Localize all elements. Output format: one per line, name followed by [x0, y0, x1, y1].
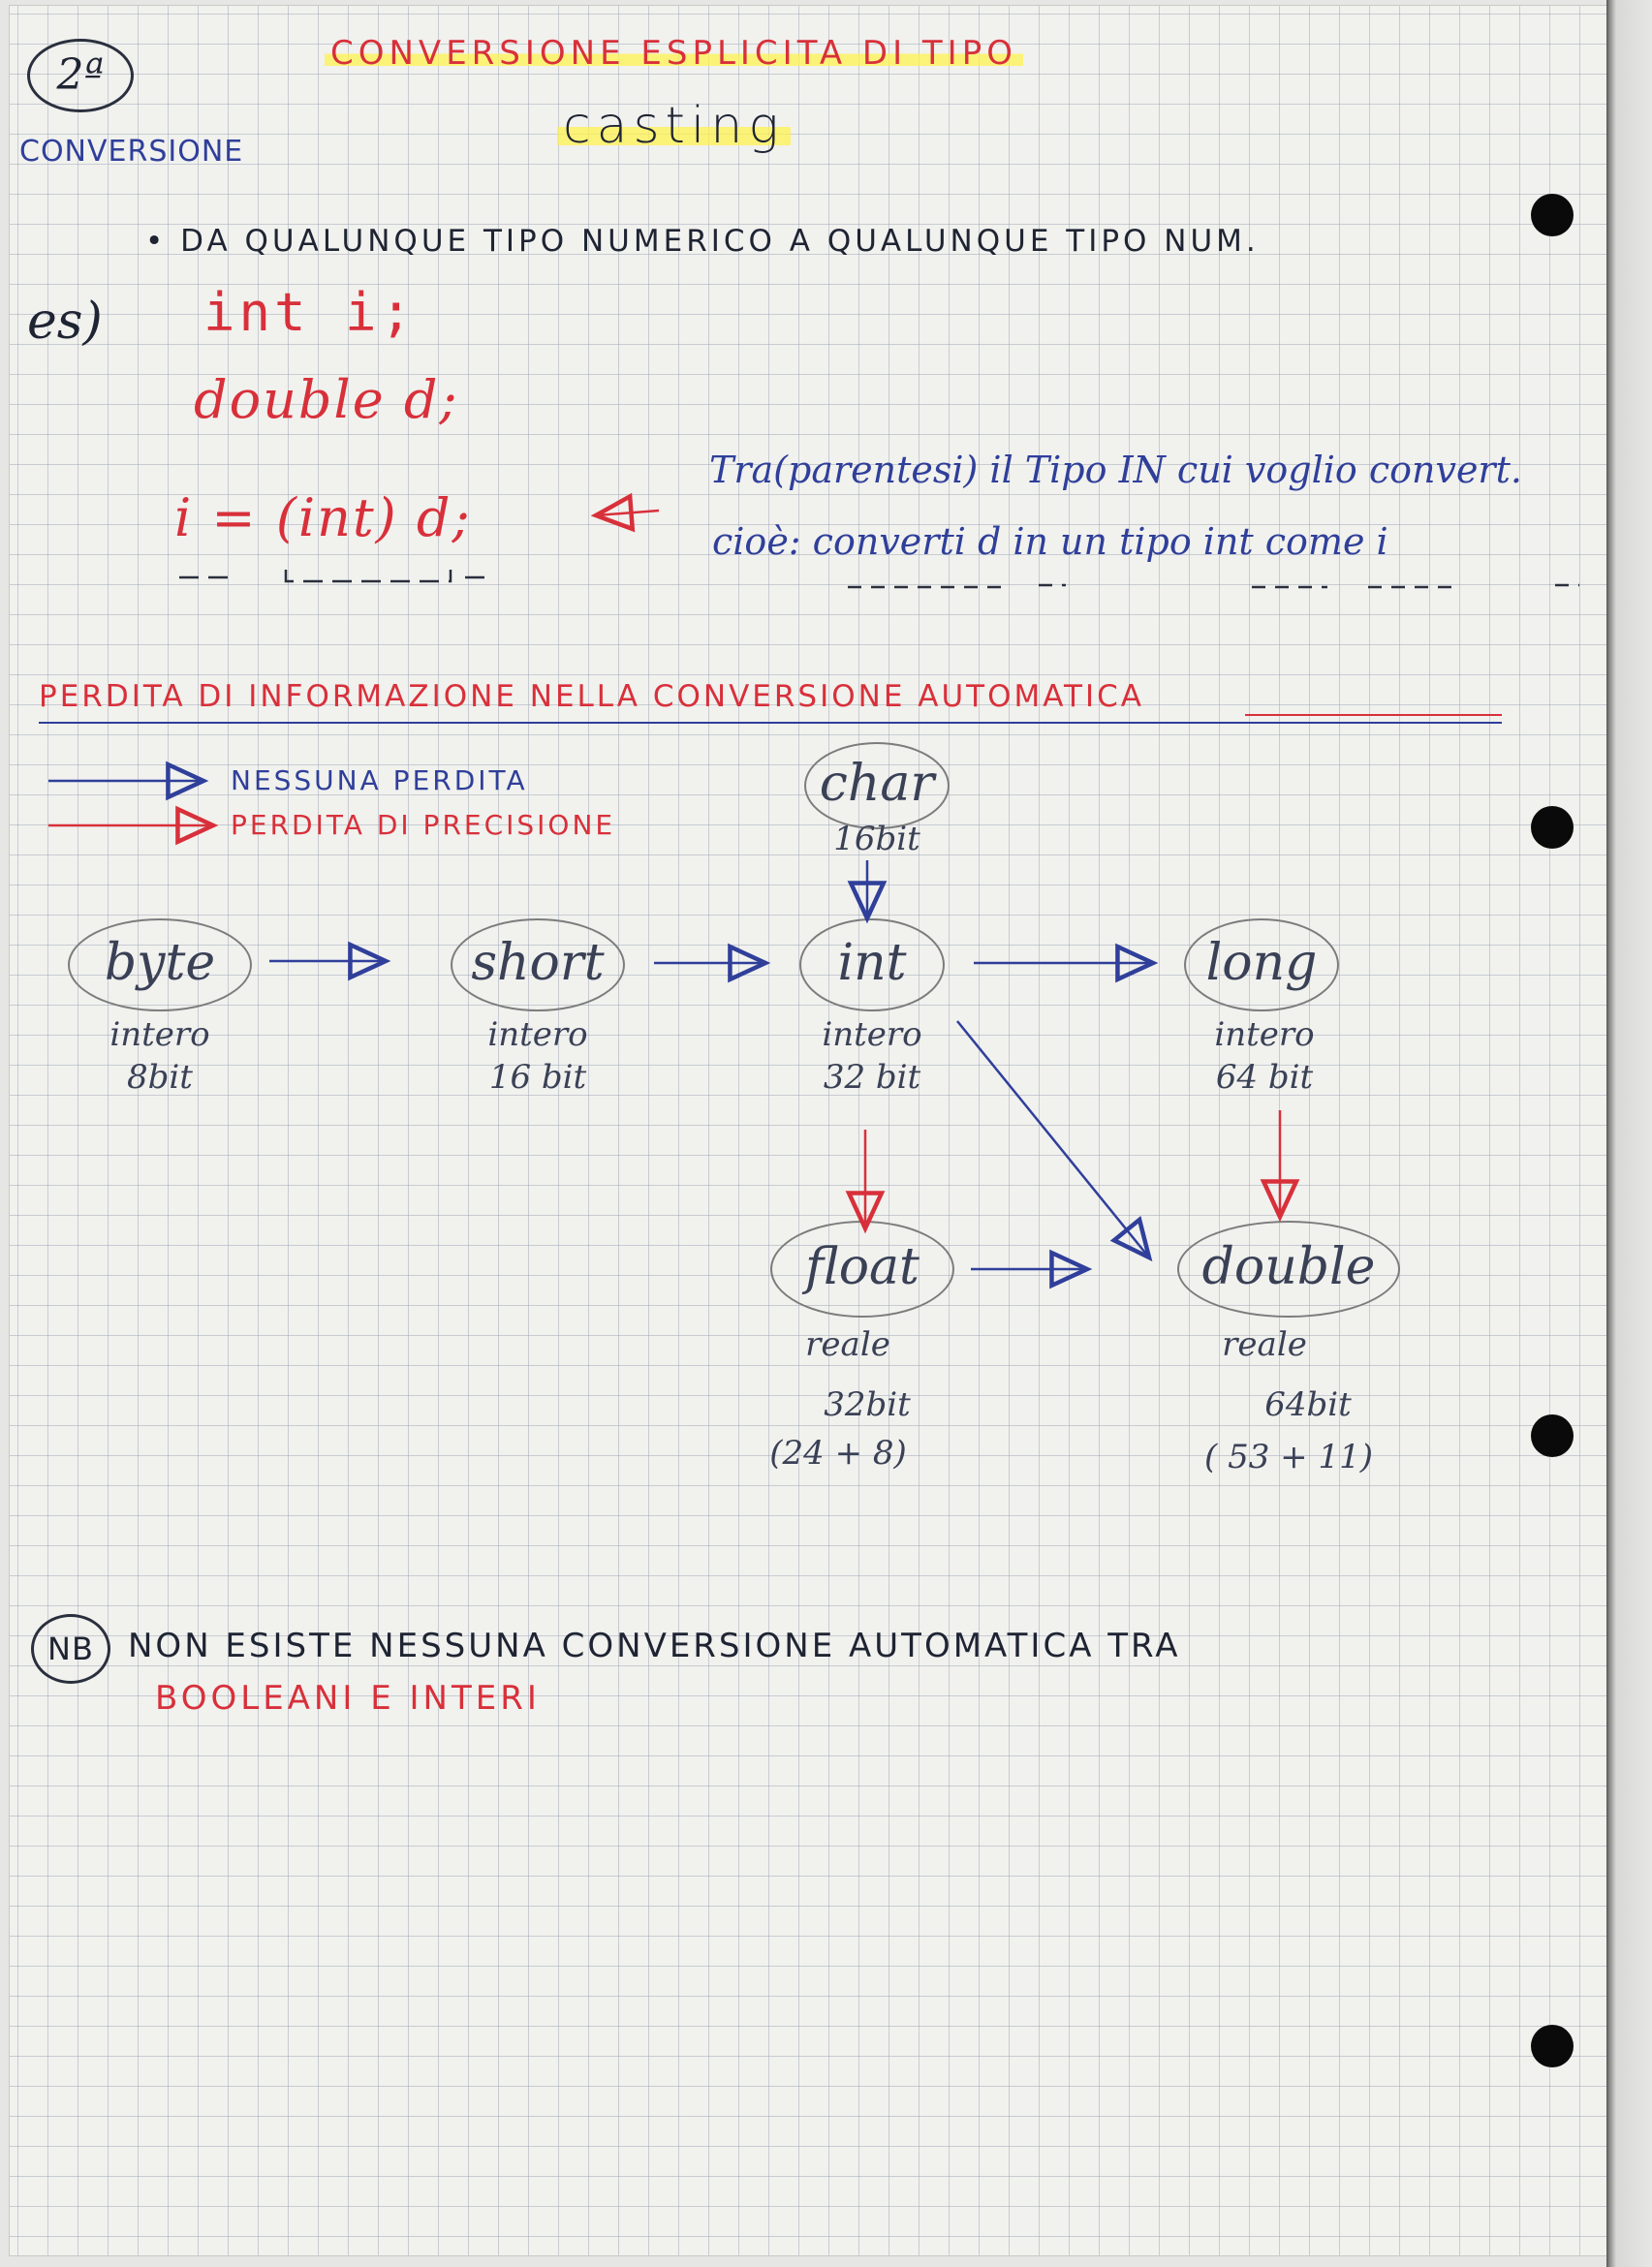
node-short-name: short [471, 934, 605, 992]
node-float-line2: 32bit [824, 1385, 911, 1424]
page-title: CONVERSIONE ESPLICITA DI TIPO [325, 37, 1023, 70]
node-long-line2: 64 bit [1215, 1058, 1314, 1097]
node-byte-name: byte [104, 934, 216, 992]
page-subtitle: casting [557, 101, 791, 151]
node-int-line2: 32 bit [823, 1058, 921, 1097]
node-float-line3: (24 + 8) [769, 1434, 907, 1473]
example-line-3: i = (int) d; [174, 487, 472, 548]
node-float-line1: reale [805, 1325, 890, 1364]
legend-precision-loss: PERDITA DI PRECISIONE [231, 809, 616, 841]
section-title: PERDITA DI INFORMAZIONE NELLA CONVERSIONE AUTOMATICA [39, 679, 1144, 714]
nb-line-2: BOOLEANI E INTERI [155, 1679, 541, 1718]
node-long-name: long [1205, 934, 1318, 992]
sheet-edge [1606, 0, 1652, 2267]
conversion-diagram [10, 6, 1606, 2255]
section-tag: CONVERSIONE [19, 135, 244, 169]
example-line-2: double d; [194, 369, 459, 430]
rule-text: • DA QUALUNQUE TIPO NUMERICO A QUALUNQUE TIPO NUM. [145, 224, 1260, 259]
node-byte-line1: intero [109, 1015, 210, 1054]
node-int-name: int [837, 934, 907, 992]
example-arrow [596, 511, 659, 515]
page-badge: 2ª [27, 39, 134, 112]
example-line-1: int i; [203, 282, 417, 343]
notebook-page [10, 6, 1606, 2255]
nb-badge: NB [31, 1614, 110, 1684]
node-long-line1: intero [1214, 1015, 1315, 1054]
node-double-line3: ( 53 + 11) [1204, 1438, 1373, 1476]
example-note-1: Tra(parentesi) il Tipo IN cui voglio convert. [709, 449, 1522, 491]
example-note-2: cioè: converti d in un tipo int come i [712, 520, 1388, 563]
arrow-int-double [957, 1021, 1149, 1258]
nb-line-1: NON ESISTE NESSUNA CONVERSIONE AUTOMATICA TRA [128, 1627, 1181, 1665]
node-double-line1: reale [1222, 1325, 1307, 1364]
node-float-name: float [805, 1238, 920, 1296]
node-short-line1: intero [487, 1015, 588, 1054]
node-char-line1: 16bit [833, 820, 920, 858]
node-byte-line2: 8bit [127, 1058, 193, 1097]
note-underline [848, 585, 1579, 587]
node-int-line1: intero [822, 1015, 922, 1054]
node-short-line2: 16 bit [488, 1058, 587, 1097]
legend-no-loss: NESSUNA PERDITA [231, 764, 528, 796]
node-double-name: double [1201, 1238, 1376, 1296]
example-bracket [179, 570, 494, 581]
example-label: es) [27, 293, 103, 351]
node-char-name: char [819, 755, 935, 813]
node-double-line2: 64bit [1264, 1385, 1352, 1424]
